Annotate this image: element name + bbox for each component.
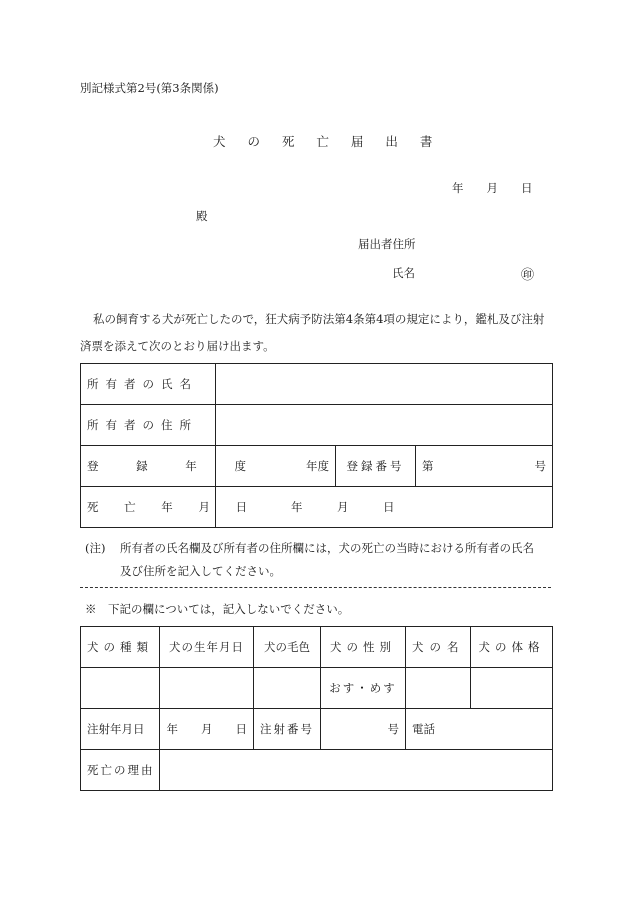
- sex-options[interactable]: おす・めす: [321, 668, 406, 709]
- year-unit: 年度: [306, 459, 329, 473]
- body-text-line2: 済票を添えて次のとおり届け出ます。: [80, 339, 275, 353]
- owner-address-field[interactable]: [216, 405, 553, 446]
- table-row: [81, 750, 553, 791]
- note-mark: (注): [85, 541, 106, 555]
- death-reason-field[interactable]: [160, 750, 553, 791]
- phone-label: 電話: [412, 722, 435, 736]
- owner-name-field[interactable]: [216, 364, 553, 405]
- header-breed: 犬の種類: [81, 627, 160, 668]
- notifier-name-label: 氏名: [392, 266, 415, 280]
- registration-year-label: 登 録 年 度: [81, 446, 216, 487]
- build-field[interactable]: [471, 668, 553, 709]
- registration-number-label: 登録番号: [336, 446, 416, 487]
- header-build: 犬の体格: [471, 627, 553, 668]
- table-row: [81, 487, 553, 528]
- injection-number-label: 注射番号: [254, 709, 321, 750]
- office-table: [80, 626, 553, 791]
- injection-date-label: 注射年月日: [81, 709, 160, 750]
- header-sex: 犬の性別: [321, 627, 406, 668]
- coat-color-field[interactable]: [254, 668, 321, 709]
- table-row: [81, 446, 553, 487]
- office-use-note: ※ 下記の欄については，記入しないでください。: [85, 602, 350, 616]
- owner-address-label: 所有者の住所: [81, 405, 216, 446]
- death-date-field[interactable]: 年 月 日: [216, 487, 553, 528]
- page-title: 犬 の 死 亡 届 出 書: [213, 134, 442, 149]
- table-row: [81, 709, 553, 750]
- seal-mark: ㊞: [521, 268, 535, 283]
- cut-line-divider: [80, 587, 551, 588]
- owner-name-label: 所有者の氏名: [81, 364, 216, 405]
- breed-field[interactable]: [81, 668, 160, 709]
- birthdate-field[interactable]: [160, 668, 254, 709]
- header-birthdate: 犬の生年月日: [160, 627, 254, 668]
- date-line[interactable]: 年 月 日: [452, 181, 533, 195]
- dog-name-field[interactable]: [406, 668, 471, 709]
- table-row: [81, 668, 553, 709]
- number-suffix: 号: [534, 459, 547, 473]
- note-line1: 所有者の氏名欄及び所有者の住所欄には，犬の死亡の当時における所有者の氏名: [120, 541, 534, 555]
- header-coat-color: 犬の毛色: [254, 627, 321, 668]
- injection-number-field[interactable]: 号: [321, 709, 406, 750]
- owner-table: [80, 363, 553, 528]
- death-date-label: 死 亡 年 月 日: [81, 487, 216, 528]
- notifier-address-label: 届出者住所: [358, 237, 416, 251]
- body-text-line1: 私の飼育する犬が死亡したので，狂犬病予防法第4条第4項の規定により，鑑札及び注射: [93, 312, 545, 326]
- phone-field[interactable]: [406, 709, 553, 750]
- table-row: [81, 364, 553, 405]
- table-row: [81, 627, 553, 668]
- injection-date-field[interactable]: 年 月 日: [160, 709, 254, 750]
- addressee-suffix[interactable]: 殿: [196, 209, 208, 223]
- registration-number-field[interactable]: [416, 446, 553, 487]
- table-row: [81, 405, 553, 446]
- number-prefix: 第: [422, 459, 434, 473]
- note-line2: 及び住所を記入してください。: [120, 564, 281, 578]
- form-number: 別記様式第2号(第3条関係): [80, 81, 219, 95]
- death-reason-label: 死亡の理由: [81, 750, 160, 791]
- header-dog-name: 犬の名: [406, 627, 471, 668]
